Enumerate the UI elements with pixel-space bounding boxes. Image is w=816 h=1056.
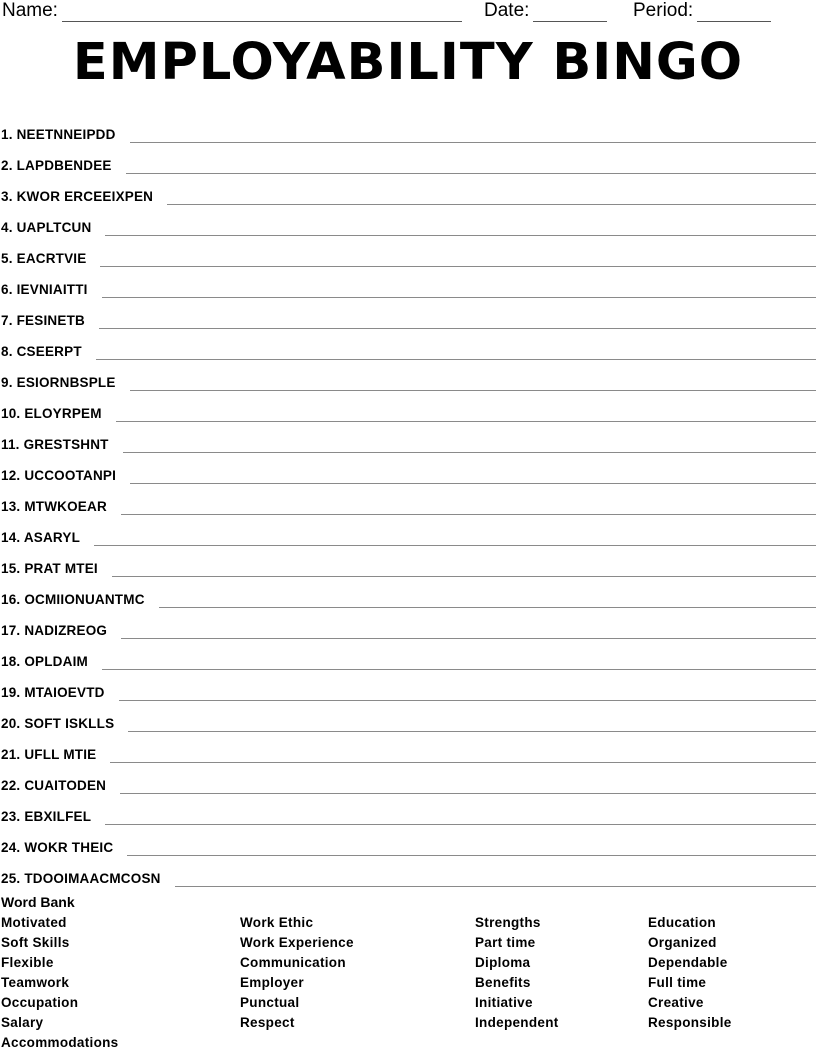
answer-line[interactable] <box>119 692 816 701</box>
answer-line[interactable] <box>110 754 816 763</box>
scrambled-word: 9. ESIORNBSPLE <box>1 375 116 390</box>
scrambled-word: 22. CUAITODEN <box>1 778 107 793</box>
word-bank-item: Organized <box>648 935 717 950</box>
period-field <box>633 0 771 22</box>
answer-line[interactable] <box>128 723 816 732</box>
scrambled-word: 18. OPLDAIM <box>1 654 88 669</box>
scrambled-word: 11. GRESTSHNT <box>1 437 109 452</box>
name-blank[interactable] <box>62 4 462 22</box>
page-title: EMPLOYABILITY BINGO <box>72 33 744 92</box>
question-row <box>0 794 816 825</box>
answer-line[interactable] <box>120 785 816 794</box>
answer-line[interactable] <box>94 537 816 546</box>
period-label: Period: <box>633 0 694 21</box>
scrambled-word: 8. CSEERPT <box>1 344 82 359</box>
word-bank-item: Accommodations <box>1 1035 119 1050</box>
answer-line[interactable] <box>130 134 816 143</box>
question-row <box>0 422 816 453</box>
answer-line[interactable] <box>123 444 816 453</box>
question-row <box>0 112 816 143</box>
word-bank-item: Motivated <box>1 915 67 930</box>
scrambled-word: 6. IEVNIAITTI <box>1 282 88 297</box>
scrambled-word: 17. NADIZREOG <box>1 623 108 638</box>
word-bank-item: Work Ethic <box>240 915 314 930</box>
scrambled-word: 12. UCCOOTANPI <box>1 468 117 483</box>
answer-line[interactable] <box>99 320 816 329</box>
question-row <box>0 143 816 174</box>
word-bank-item: Teamwork <box>1 975 70 990</box>
answer-line[interactable] <box>121 506 816 515</box>
word-bank-item: Work Experience <box>240 935 354 950</box>
scrambled-word: 20. SOFT ISKLLS <box>1 716 115 731</box>
question-row <box>0 577 816 608</box>
scrambled-word: 19. MTAIOEVTD <box>1 685 105 700</box>
question-row <box>0 763 816 794</box>
question-row <box>0 701 816 732</box>
name-label: Name: <box>2 0 58 21</box>
word-bank-column-3 <box>475 913 559 1033</box>
answer-line[interactable] <box>100 258 816 267</box>
scrambled-word: 25. TDOOIMAACMCOSN <box>1 871 161 886</box>
answer-line[interactable] <box>102 661 816 670</box>
answer-line[interactable] <box>116 413 816 422</box>
word-bank-item: Respect <box>240 1015 295 1030</box>
word-bank-item: Communication <box>240 955 346 970</box>
word-bank-item: Initiative <box>475 995 533 1010</box>
word-bank-item: Strengths <box>475 915 541 930</box>
scrambled-word: 15. PRAT MTEI <box>1 561 98 576</box>
word-bank-item: Flexible <box>1 955 54 970</box>
word-bank-item: Independent <box>475 1015 559 1030</box>
word-bank-item: Full time <box>648 975 707 990</box>
word-bank-item: Employer <box>240 975 304 990</box>
scrambled-word: 10. ELOYRPEM <box>1 406 102 421</box>
question-row <box>0 298 816 329</box>
word-bank-item: Soft Skills <box>1 935 70 950</box>
scrambled-word: 13. MTWKOEAR <box>1 499 107 514</box>
word-bank-column-2 <box>240 913 354 1033</box>
question-row <box>0 856 816 887</box>
word-bank-item: Responsible <box>648 1015 732 1030</box>
scrambled-word: 21. UFLL MTIE <box>1 747 97 762</box>
date-blank[interactable] <box>533 4 607 22</box>
scrambled-word: 4. UAPLTCUN <box>1 220 92 235</box>
question-row <box>0 515 816 546</box>
answer-line[interactable] <box>175 878 816 887</box>
answer-line[interactable] <box>127 847 816 856</box>
question-row <box>0 236 816 267</box>
scrambled-word: 23. EBXILFEL <box>1 809 92 824</box>
scrambled-word: 24. WOKR THEIC <box>1 840 114 855</box>
answer-line[interactable] <box>121 630 816 639</box>
answer-line[interactable] <box>105 816 816 825</box>
word-bank-item: Creative <box>648 995 704 1010</box>
question-row <box>0 608 816 639</box>
question-row <box>0 205 816 236</box>
answer-line[interactable] <box>167 196 816 205</box>
word-bank-item: Dependable <box>648 955 728 970</box>
scrambled-word: 3. KWOR ERCEEIXPEN <box>1 189 154 204</box>
answer-line[interactable] <box>102 289 816 298</box>
scrambled-word: 2. LAPDBENDEE <box>1 158 112 173</box>
question-row <box>0 670 816 701</box>
scrambled-word: 1. NEETNNEIPDD <box>1 127 116 142</box>
word-bank-item: Education <box>648 915 716 930</box>
answer-line[interactable] <box>96 351 816 360</box>
answer-line[interactable] <box>112 568 816 577</box>
question-row <box>0 732 816 763</box>
word-bank-title: Word Bank <box>1 894 75 910</box>
word-bank-item: Occupation <box>1 995 79 1010</box>
question-row <box>0 329 816 360</box>
question-row <box>0 484 816 515</box>
question-row <box>0 453 816 484</box>
answer-line[interactable] <box>159 599 816 608</box>
answer-line[interactable] <box>126 165 816 174</box>
scrambled-word: 5. EACRTVIE <box>1 251 87 266</box>
scrambled-word: 14. ASARYL <box>1 530 81 545</box>
period-blank[interactable] <box>697 4 771 22</box>
word-bank-column-1 <box>1 913 118 1053</box>
word-bank-item: Punctual <box>240 995 300 1010</box>
question-row <box>0 639 816 670</box>
date-label: Date: <box>484 0 530 21</box>
word-bank-item: Salary <box>1 1015 44 1030</box>
question-row <box>0 360 816 391</box>
worksheet-header <box>0 0 816 22</box>
question-row <box>0 546 816 577</box>
scrambled-word: 16. OCMIIONUANTMC <box>1 592 145 607</box>
word-bank-item: Benefits <box>475 975 531 990</box>
date-field <box>484 0 607 22</box>
word-bank-column-4 <box>648 913 732 1033</box>
word-bank-item: Diploma <box>475 955 531 970</box>
answer-line[interactable] <box>130 382 816 391</box>
question-row <box>0 825 816 856</box>
question-row <box>0 174 816 205</box>
answer-line[interactable] <box>130 475 816 484</box>
answer-line[interactable] <box>105 227 816 236</box>
word-bank-item: Part time <box>475 935 536 950</box>
question-row <box>0 391 816 422</box>
question-row <box>0 267 816 298</box>
scramble-list <box>0 112 816 887</box>
scrambled-word: 7. FESINETB <box>1 313 85 328</box>
name-field <box>2 0 462 22</box>
